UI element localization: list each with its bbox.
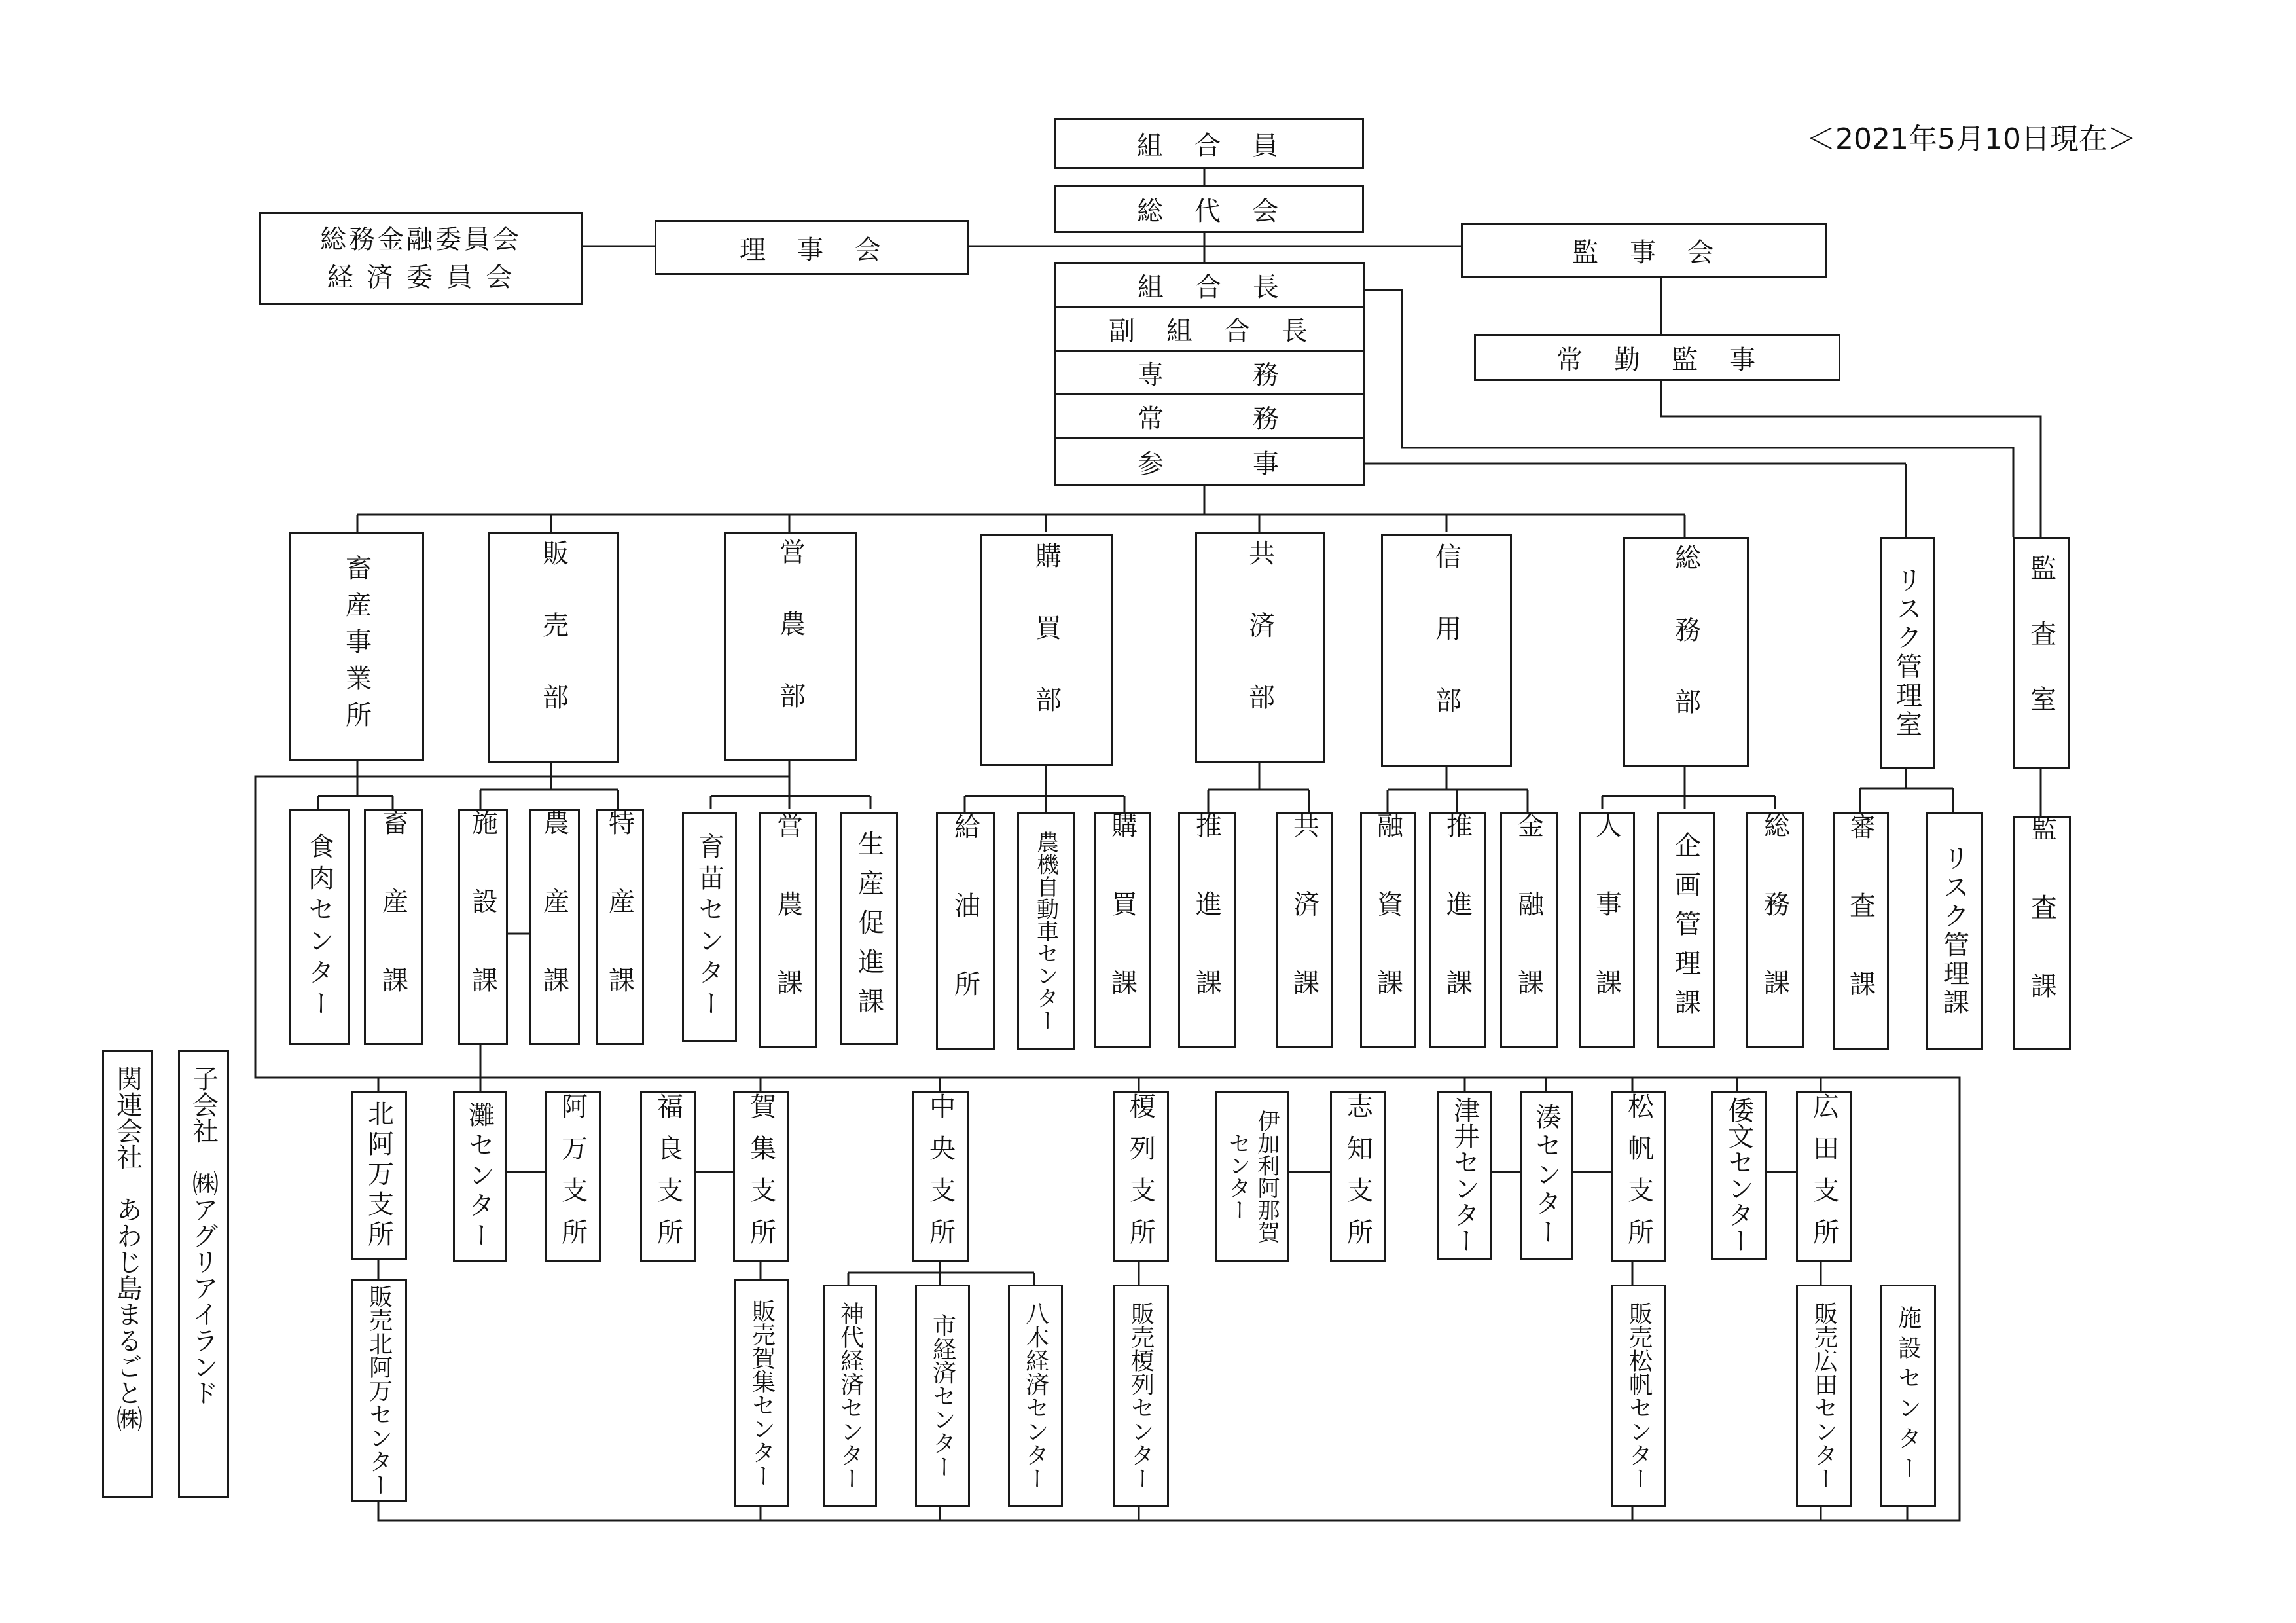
- section-label: 食肉センター: [304, 833, 334, 1021]
- center-label: 販売賀集センター: [748, 1299, 776, 1487]
- dept-label: リスク管理室: [1892, 566, 1922, 739]
- subsidiary-box: [178, 1050, 229, 1498]
- section-risk-management: [1926, 812, 1983, 1050]
- exec-label: 専 務: [1138, 359, 1282, 390]
- section-label: 企画管理課: [1670, 831, 1701, 1028]
- branch-label: 湊センター: [1531, 1103, 1562, 1247]
- branch-shichi: [1330, 1091, 1386, 1262]
- affiliate-label: 関連会社 あわじ島まるごと㈱: [112, 1065, 143, 1432]
- section-label: 農産課: [539, 809, 569, 1045]
- branch-label: 榎列支所: [1125, 1093, 1156, 1260]
- section-label: 給油所: [950, 813, 980, 1049]
- branch-enami: [1113, 1091, 1169, 1262]
- exec-councilor: [1054, 437, 1365, 486]
- section-label: 営農課: [772, 812, 803, 1048]
- center-sales-hirota: [1796, 1285, 1852, 1507]
- section-livestock: [364, 809, 423, 1045]
- section-mutual-aid: [1276, 812, 1333, 1048]
- branch-label: 倭文センター: [1723, 1097, 1754, 1254]
- section-label: 共済課: [1289, 812, 1319, 1048]
- committee-box: [259, 212, 583, 305]
- section-label: 金融課: [1513, 812, 1544, 1048]
- center-facilities: [1880, 1285, 1936, 1507]
- branch-label: 阿万支所: [557, 1093, 588, 1260]
- branch-label: 津井センター: [1449, 1097, 1480, 1254]
- branch-label: 北阿万支所: [363, 1100, 394, 1250]
- assembly-box: [1054, 185, 1364, 233]
- members-box: [1054, 118, 1364, 169]
- section-agri-products: [529, 809, 580, 1045]
- branch-aman: [545, 1091, 601, 1262]
- dept-label: 共済部: [1244, 539, 1275, 756]
- branch-kashu: [733, 1091, 789, 1262]
- section-personnel: [1579, 812, 1635, 1048]
- fulltime-auditor-label: 常 勤 監 事: [1556, 344, 1758, 375]
- branch-tsui-center: [1437, 1091, 1492, 1260]
- section-label: リスク管理課: [1939, 845, 1969, 1017]
- section-label: 推進課: [1191, 812, 1222, 1048]
- dept-label: 販売部: [538, 539, 569, 756]
- section-production: [840, 812, 898, 1045]
- section-gas-station: [936, 812, 995, 1050]
- center-jindai: [823, 1285, 877, 1507]
- members-label: 組 合 員: [1137, 130, 1281, 161]
- branch-kitaaman: [351, 1091, 407, 1260]
- branch-label: 福良支所: [653, 1093, 683, 1260]
- dept-risk-office: [1880, 537, 1935, 769]
- section-promotion-2: [1429, 812, 1486, 1048]
- section-label: 畜産課: [378, 809, 408, 1045]
- board-label: 理 事 会: [740, 234, 884, 265]
- center-label: 販売松帆センター: [1625, 1302, 1653, 1490]
- fulltime-auditor-box: [1474, 334, 1840, 381]
- branch-label: 灘センター: [464, 1101, 495, 1252]
- audit-board-box: [1461, 223, 1827, 278]
- branch-minato-center: [1520, 1091, 1573, 1260]
- branch-label: 志知支所: [1342, 1093, 1373, 1260]
- dept-label: 営農部: [775, 538, 806, 754]
- dept-label: 総務部: [1670, 544, 1701, 760]
- section-label: 農機自動車センター: [1032, 831, 1059, 1031]
- dept-sales: [488, 532, 619, 763]
- section-finance: [1500, 812, 1558, 1048]
- exec-label: 組 合 長: [1138, 272, 1282, 302]
- dept-label: 購買部: [1031, 542, 1062, 758]
- center-label: 販売広田センター: [1810, 1302, 1838, 1490]
- center-label: 八木経済センター: [1022, 1302, 1049, 1490]
- dept-livestock: [289, 532, 424, 761]
- assembly-label: 総 代 会: [1137, 196, 1281, 227]
- board-box: [655, 220, 969, 275]
- center-label: 施設センター: [1894, 1305, 1922, 1486]
- section-seedling: [682, 812, 737, 1042]
- center-label: 市経済センター: [929, 1313, 956, 1478]
- section-facilities: [458, 809, 508, 1045]
- section-meat-center: [289, 809, 350, 1045]
- section-label: 推進課: [1442, 812, 1473, 1048]
- section-label: 人事課: [1591, 812, 1622, 1048]
- branch-nada-center: [453, 1091, 507, 1262]
- center-sales-kashu: [734, 1279, 789, 1507]
- section-label: 生産促進課: [853, 830, 884, 1027]
- section-examination: [1833, 812, 1889, 1050]
- section-label: 特産課: [604, 809, 635, 1045]
- branch-chuo: [912, 1091, 969, 1262]
- dept-label: 畜産事業所: [341, 555, 372, 738]
- section-label: 購買課: [1107, 812, 1138, 1048]
- section-purchasing: [1094, 812, 1151, 1048]
- center-label: 販売北阿万センター: [365, 1285, 393, 1497]
- branch-ikari-anaga-center: [1215, 1091, 1289, 1262]
- dept-farming: [724, 532, 857, 761]
- section-label: 育苗センター: [694, 833, 725, 1021]
- center-label: 販売榎列センター: [1127, 1302, 1155, 1490]
- exec-director: [1054, 393, 1365, 439]
- branch-shitori-center: [1711, 1091, 1767, 1260]
- section-specialty: [596, 809, 644, 1045]
- center-sales-kitaaman: [351, 1279, 407, 1502]
- dept-general-affairs: [1623, 537, 1749, 767]
- dept-label: 監査室: [2026, 555, 2056, 751]
- branch-hirota: [1796, 1091, 1852, 1262]
- dept-label: 信用部: [1431, 543, 1462, 759]
- center-yagi: [1008, 1285, 1063, 1507]
- section-general-affairs: [1746, 812, 1804, 1048]
- exec-label: 参 事: [1138, 448, 1282, 479]
- section-label: 審査課: [1845, 813, 1876, 1049]
- section-label: 監査課: [2026, 815, 2057, 1051]
- exec-label: 副 組 合 長: [1109, 316, 1310, 346]
- branch-fukura: [640, 1091, 696, 1262]
- branch-label: 広田支所: [1808, 1093, 1839, 1260]
- audit-board-label: 監 事 会: [1572, 237, 1716, 268]
- center-label: 神代経済センター: [836, 1302, 864, 1490]
- section-label: 施設課: [467, 809, 498, 1045]
- section-machinery-center: [1017, 812, 1075, 1050]
- committee-2-label: 経 済 委 員 会: [327, 263, 515, 293]
- section-label: 融資課: [1372, 812, 1403, 1048]
- dept-mutual-aid: [1195, 532, 1325, 763]
- branch-label: 松帆支所: [1623, 1093, 1654, 1260]
- section-loans: [1360, 812, 1416, 1048]
- branch-label: 賀集支所: [745, 1093, 776, 1260]
- exec-label: 常 務: [1138, 403, 1282, 434]
- section-farming: [759, 812, 817, 1048]
- committee-1-label: 総務金融委員会: [320, 225, 522, 255]
- center-ichi: [915, 1285, 970, 1507]
- section-audit: [2013, 816, 2071, 1050]
- branch-label: 中央支所: [925, 1093, 956, 1260]
- affiliate-box: [102, 1050, 153, 1498]
- exec-chairman: [1054, 262, 1365, 308]
- center-sales-matsuho: [1611, 1285, 1666, 1507]
- subsidiary-label: 子会社 ㈱アグリアイランド: [188, 1065, 219, 1406]
- center-sales-enami: [1113, 1285, 1169, 1507]
- exec-senior-director: [1054, 350, 1365, 395]
- dept-purchasing: [980, 534, 1113, 766]
- date-stamp: ＜2021年5月10日現在＞: [1806, 122, 2136, 156]
- exec-vice-chairman: [1054, 306, 1365, 352]
- branch-label: 伊加利阿那賀センター: [1225, 1110, 1280, 1243]
- dept-audit-office: [2013, 537, 2070, 769]
- section-promotion-1: [1178, 812, 1236, 1048]
- branch-matsuho: [1611, 1091, 1666, 1262]
- dept-credit: [1381, 534, 1512, 767]
- section-label: 総務課: [1759, 812, 1790, 1048]
- section-planning: [1657, 812, 1715, 1048]
